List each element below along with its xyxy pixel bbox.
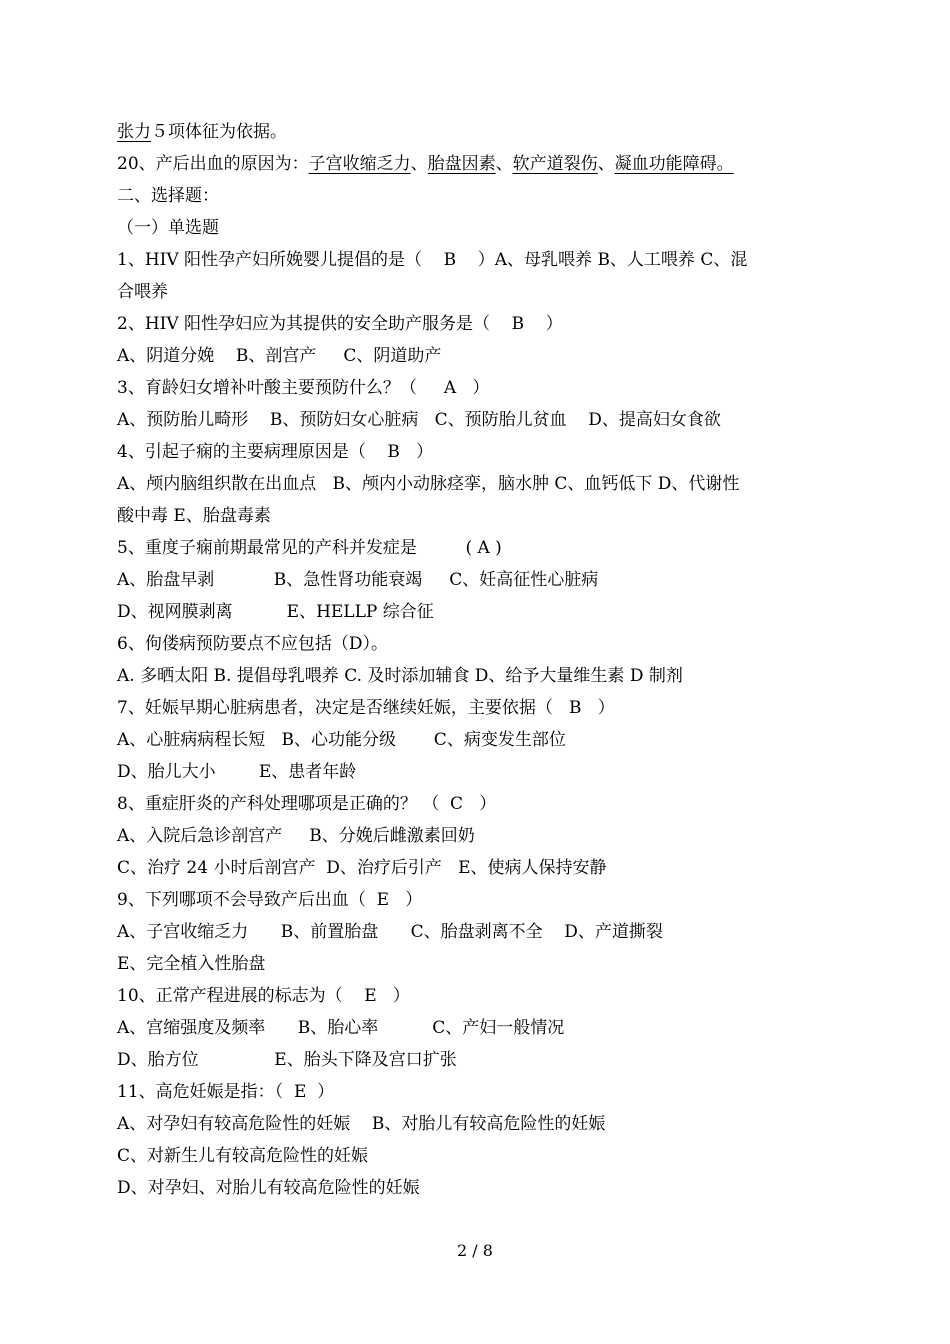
document-body — [117, 116, 817, 1204]
options-line: A、心脏病病程长短 B、心功能分级 C、病变发生部位 — [117, 730, 566, 750]
question-line: 8、重症肝炎的产科处理哪项是正确的？ （ C ） — [117, 794, 497, 814]
options-line: A、入院后急诊剖宫产 B、分娩后雌激素回奶 — [117, 826, 475, 846]
options-line: A. 多晒太阳 B. 提倡母乳喂养 C. 及时添加辅食 D、给予大量维生素 D 制剂 — [117, 666, 683, 686]
options-line: D、胎方位 E、胎头下降及宫口扩张 — [117, 1050, 457, 1070]
options-line: A、阴道分娩 B、剖宫产 C、阴道助产 — [117, 346, 442, 366]
text-fragment: ５项体征为依据。 — [151, 122, 287, 142]
text-fragment: 20、产后出血的原因为： — [117, 154, 309, 174]
section-heading: 二、选择题： — [117, 186, 219, 206]
options-line: A、宫缩强度及频率 B、胎心率 C、产妇一般情况 — [117, 1018, 565, 1038]
options-line: D、视网膜剥离 E、HELLP 综合征 — [117, 602, 434, 622]
options-line: E、完全植入性胎盘 — [117, 954, 266, 974]
question-line: 11、高危妊娠是指：（ E ） — [117, 1082, 335, 1102]
options-line: A、颅内脑组织散在出血点 B、颅内小动脉痉挛，脑水肿 C、血钙低下 D、代谢性 — [117, 474, 740, 494]
options-line: A、子宫收缩乏力 B、前置胎盘 C、胎盘剥离不全 D、产道撕裂 — [117, 922, 663, 942]
options-line: A、对孕妇有较高危险性的妊娠 B、对胎儿有较高危险性的妊娠 — [117, 1114, 606, 1134]
underlined-text: 胎盘因素 — [427, 154, 496, 174]
question-line: 6、佝偻病预防要点不应包括（D）。 — [117, 634, 388, 654]
options-line: C、对新生儿有较高危险性的妊娠 — [117, 1146, 369, 1166]
question-line: 9、下列哪项不会导致产后出血（ E ） — [117, 890, 423, 910]
question-line: 1、HIV 阳性孕产妇所娩婴儿提倡的是（ B ）A、母乳喂养 B、人工喂养 C、混 — [117, 250, 748, 270]
options-line: D、对孕妇、对胎儿有较高危险性的妊娠 — [117, 1178, 420, 1198]
underlined-text: 子宫收缩乏力 — [308, 154, 411, 174]
question-line: 7、妊娠早期心脏病患者，决定是否继续妊娠，主要依据（ B ） — [117, 698, 615, 718]
options-line: A、胎盘早剥 B、急性肾功能衰竭 C、妊高征性心脏病 — [117, 570, 599, 590]
underlined-text: 张力 — [117, 122, 151, 142]
question-line: 5、重度子痫前期最常见的产科并发症是 ( A ) — [117, 538, 502, 558]
options-line: 酸中毒 E、胎盘毒素 — [117, 506, 271, 526]
question-line: 合喂养 — [117, 282, 168, 302]
subsection-heading: （一）单选题 — [117, 218, 219, 238]
options-line: C、治疗 24 小时后剖宫产 D、治疗后引产 E、使病人保持安静 — [117, 858, 607, 878]
text-fragment: 、 — [597, 154, 615, 174]
page-number: 2 / 8 — [457, 1241, 493, 1260]
options-line: A、预防胎儿畸形 B、预防妇女心脏病 C、预防胎儿贫血 D、提高妇女食欲 — [117, 410, 721, 430]
text-line — [117, 148, 817, 180]
question-line: 10、正常产程进展的标志为（ E ） — [117, 986, 410, 1006]
question-line: 2、HIV 阳性孕妇应为其提供的安全助产服务是（ B ） — [117, 314, 563, 334]
text-fragment: 、 — [495, 154, 513, 174]
question-line: 3、育龄妇女增补叶酸主要预防什么？（ A ） — [117, 378, 490, 398]
underlined-text: 软产道裂伤 — [512, 154, 598, 174]
underlined-text: 凝血功能障碍。 — [614, 154, 734, 174]
text-fragment: 、 — [410, 154, 428, 174]
text-line — [117, 116, 817, 148]
question-line: 4、引起子痫的主要病理原因是（ B ） — [117, 442, 434, 462]
options-line: D、胎儿大小 E、患者年龄 — [117, 762, 357, 782]
